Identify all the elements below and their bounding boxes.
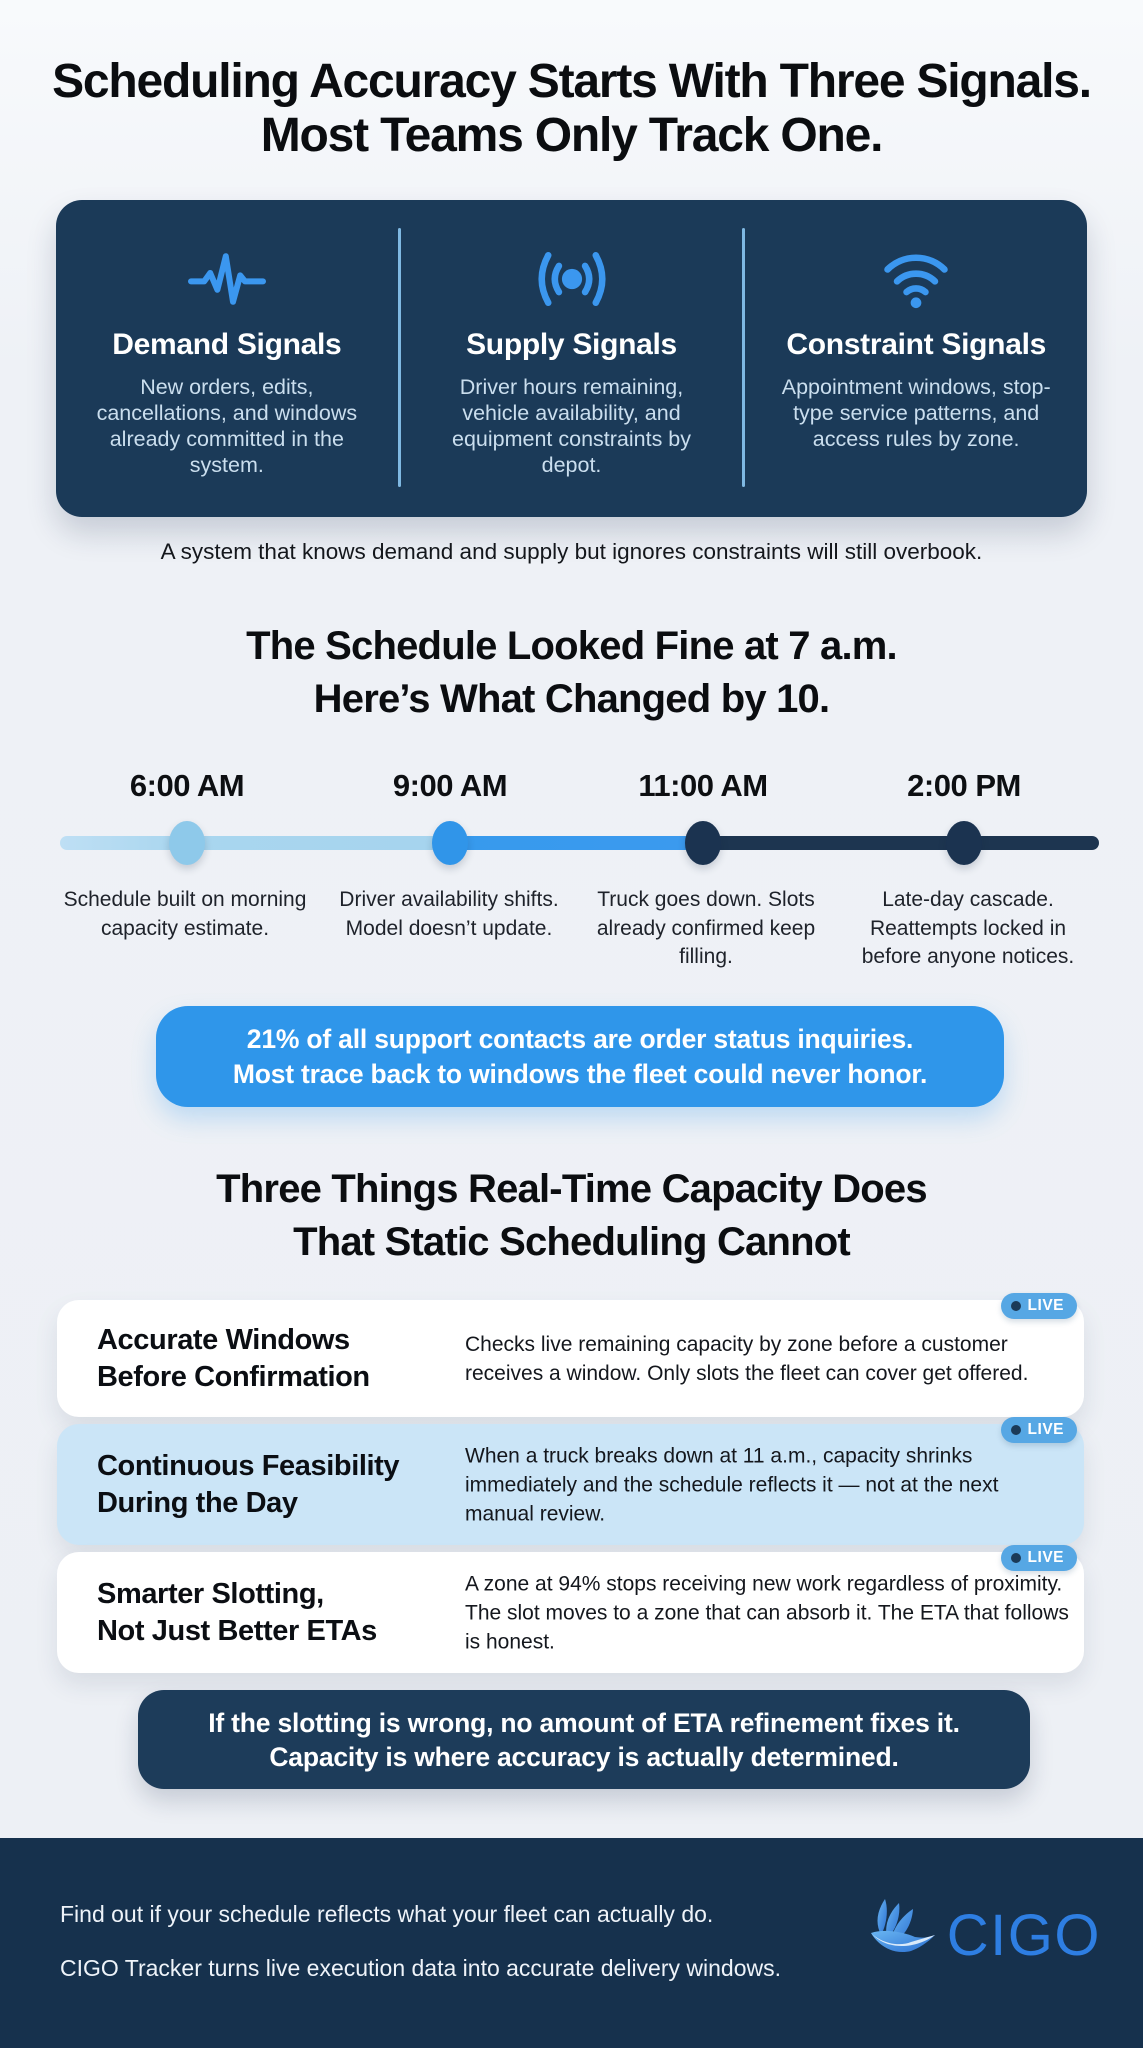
features-title-line2: That Static Scheduling Cannot — [293, 1220, 850, 1264]
page-title-line2: Most Teams Only Track One. — [260, 109, 883, 162]
timeline-desc-3: Truck goes down. Slots already confirmed keep filling. — [596, 888, 816, 968]
feature-title: Accurate Windows Before Confirmation — [97, 1323, 370, 1393]
signal-body: Appointment windows, stop-type service patterns, and access rules by zone. — [781, 375, 1051, 451]
timeline-dot-2 — [432, 821, 468, 865]
signal-card-constraint — [745, 200, 1087, 517]
stat-line2: Most trace back to windows the fleet could never honor. — [232, 1058, 928, 1089]
signal-title: Supply Signals — [466, 328, 677, 361]
signal-body: New orders, edits, cancellations, and windows already committed in the system. — [96, 375, 358, 477]
live-badge-label: LIVE — [1027, 1421, 1064, 1438]
timeline-dot-3 — [685, 821, 721, 865]
timeline-time-2: 9:00 AM — [392, 768, 508, 803]
timeline-time-4: 2:00 PM — [907, 768, 1021, 803]
timeline-time-1: 6:00 AM — [129, 768, 245, 803]
timeline-title-line1: The Schedule Looked Fine at 7 a.m. — [246, 624, 897, 668]
cigo-bird-icon — [865, 1895, 937, 1976]
pulse-icon — [188, 246, 266, 312]
feature-card-continuous-feasibility — [57, 1421, 1084, 1545]
signal-title: Demand Signals — [112, 328, 342, 361]
live-badge — [1001, 1293, 1077, 1319]
timeline-time-3: 11:00 AM — [638, 768, 768, 803]
live-badge — [1001, 1417, 1077, 1443]
quote-banner — [138, 1690, 1030, 1789]
timeline-desc-2: Driver availability shifts. Model doesn’t update. — [339, 888, 559, 940]
timeline-dot-4 — [946, 821, 982, 865]
timeline-dot-1 — [169, 821, 205, 865]
feature-title: Smarter Slotting, Not Just Better ETAs — [97, 1577, 377, 1647]
signals-caption: A system that knows demand and supply but ignores constraints will still overbook. — [160, 539, 983, 564]
live-dot-icon — [1011, 1425, 1021, 1435]
quote-line1: If the slotting is wrong, no amount of ETA refinement fixes it. — [208, 1707, 960, 1738]
features-section-title — [0, 1163, 1143, 1269]
timeline-desc-4: Late-day cascade. Reattempts locked in before anyone notices. — [861, 888, 1075, 968]
quote-line2: Capacity is where accuracy is actually determined. — [269, 1741, 899, 1772]
feature-title: Continuous Feasibility During the Day — [97, 1449, 400, 1519]
timeline-bar — [60, 836, 1099, 850]
feature-body: Checks live remaining capacity by zone before a customer receives a window. Only slots the fleet can cover get offered. — [465, 1332, 1029, 1385]
signal-card-supply — [401, 200, 743, 517]
feature-body: A zone at 94% stops receiving new work regardless of proximity. The slot moves to a zone that can absorb it. The ETA that follows is honest. — [465, 1572, 1069, 1653]
live-dot-icon — [1011, 1301, 1021, 1311]
timeline-title-line2: Here’s What Changed by 10. — [313, 677, 830, 721]
footer-line2: CIGO Tracker turns live execution data into accurate delivery windows. — [60, 1955, 781, 1981]
live-badge-label: LIVE — [1027, 1549, 1064, 1566]
signal-title: Constraint Signals — [786, 328, 1046, 361]
footer — [0, 1838, 1143, 2048]
footer-line1: Find out if your schedule reflects what your fleet can actually do. — [60, 1901, 714, 1927]
features-title-line1: Three Things Real-Time Capacity Does — [216, 1167, 927, 1211]
timeline-desc-1: Schedule built on morning capacity estimate. — [63, 888, 307, 940]
signals-card — [56, 200, 1087, 517]
page-title — [0, 55, 1143, 163]
feature-body: When a truck breaks down at 11 a.m., capacity shrinks immediately and the schedule reflects it — not at the next manual review. — [465, 1444, 999, 1525]
cigo-logo — [865, 1895, 1101, 1976]
page-title-line1: Scheduling Accuracy Starts With Three Signals. — [52, 55, 1091, 108]
stat-banner — [156, 1006, 1004, 1107]
feature-card-smarter-slotting — [57, 1549, 1084, 1673]
timeline-section-title — [0, 620, 1143, 726]
stat-line1: 21% of all support contacts are order status inquiries. — [246, 1023, 914, 1054]
live-dot-icon — [1011, 1553, 1021, 1563]
signal-body: Driver hours remaining, vehicle availability, and equipment constraints by depot. — [451, 375, 692, 477]
cigo-wordmark: CIGO — [946, 1903, 1101, 1968]
wifi-icon — [878, 246, 954, 312]
signal-card-demand — [56, 200, 398, 517]
feature-card-accurate-windows — [57, 1297, 1084, 1417]
live-badge-label: LIVE — [1027, 1297, 1064, 1314]
live-badge — [1001, 1545, 1077, 1571]
broadcast-icon — [534, 246, 610, 312]
